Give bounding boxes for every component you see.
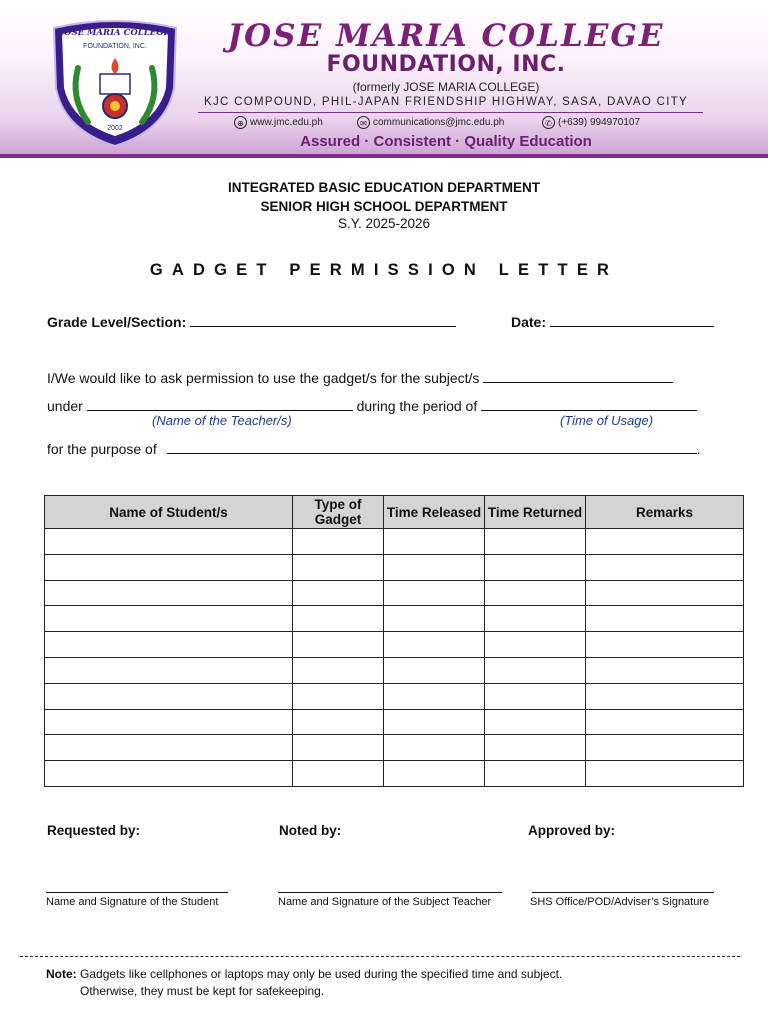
grade-section-blank[interactable] xyxy=(190,312,456,327)
table-row xyxy=(45,606,744,632)
teacher-hint: (Name of the Teacher/s) xyxy=(152,413,292,428)
table-cell[interactable] xyxy=(586,657,744,683)
table-cell[interactable] xyxy=(485,606,586,632)
table-cell[interactable] xyxy=(384,632,485,658)
table-cell[interactable] xyxy=(293,709,384,735)
page-title: GADGET PERMISSION LETTER xyxy=(149,261,619,279)
header-time-released: Time Released xyxy=(384,496,485,529)
purpose-line xyxy=(47,439,701,457)
table-row xyxy=(45,529,744,555)
table-row xyxy=(45,657,744,683)
note-line-2: Otherwise, they must be kept for safekeeping. xyxy=(80,984,325,998)
table-cell[interactable] xyxy=(293,683,384,709)
tagline: Assured · Consistent · Quality Education xyxy=(300,133,592,150)
subject-blank[interactable] xyxy=(483,368,673,383)
table-cell[interactable] xyxy=(384,606,485,632)
table-row xyxy=(45,632,744,658)
header-gadget-type: Type of Gadget xyxy=(293,496,384,529)
table-cell[interactable] xyxy=(384,554,485,580)
table-cell[interactable] xyxy=(45,657,293,683)
table-cell[interactable] xyxy=(586,632,744,658)
cut-line xyxy=(20,956,740,957)
letterhead xyxy=(0,0,768,158)
table-cell[interactable] xyxy=(384,580,485,606)
table-body xyxy=(45,529,744,787)
table-cell[interactable] xyxy=(293,554,384,580)
period-label: during the period of xyxy=(356,398,478,414)
table-cell[interactable] xyxy=(485,709,586,735)
note-block xyxy=(46,966,726,1000)
table-row xyxy=(45,554,744,580)
office-signature-caption: SHS Office/POD/Adviser’s Signature xyxy=(530,896,710,908)
table-cell[interactable] xyxy=(293,529,384,555)
phone-icon: ✆ xyxy=(542,116,555,129)
globe-icon: ⊕ xyxy=(234,116,247,129)
table-cell[interactable] xyxy=(45,709,293,735)
student-signature-caption: Name and Signature of the Student xyxy=(46,896,219,908)
phone-contact[interactable] xyxy=(542,116,640,129)
purpose-label: for the purpose of xyxy=(47,441,157,457)
school-year: S.Y. 2025-2026 xyxy=(337,216,431,231)
table-row xyxy=(45,735,744,761)
table-cell[interactable] xyxy=(586,580,744,606)
permission-statement: I/We would like to ask permission to use the gadget/s for the subject/s xyxy=(47,370,480,386)
table-cell[interactable] xyxy=(384,735,485,761)
logo-ring-text: JOSE MARIA COLLEGE xyxy=(60,28,170,38)
table-cell[interactable] xyxy=(293,657,384,683)
header-remarks: Remarks xyxy=(586,496,744,529)
purpose-blank[interactable] xyxy=(167,439,697,454)
note-label: Note: xyxy=(46,967,77,981)
table-cell[interactable] xyxy=(45,554,293,580)
address-rule xyxy=(198,112,703,113)
office-signature-line[interactable] xyxy=(532,892,714,893)
subject-line xyxy=(47,368,673,386)
gadget-table xyxy=(44,495,744,787)
table-cell[interactable] xyxy=(485,632,586,658)
table-row xyxy=(45,580,744,606)
table-cell[interactable] xyxy=(45,683,293,709)
requested-by-label: Requested by: xyxy=(47,823,141,838)
table-cell[interactable] xyxy=(293,632,384,658)
table-cell[interactable] xyxy=(485,529,586,555)
header-divider xyxy=(0,154,768,158)
under-label: under xyxy=(47,398,83,414)
table-cell[interactable] xyxy=(293,735,384,761)
department-line-2: SENIOR HIGH SCHOOL DEPARTMENT xyxy=(260,199,508,214)
mail-icon: ✉ xyxy=(357,116,370,129)
teacher-period-line xyxy=(47,396,697,414)
table-cell[interactable] xyxy=(586,606,744,632)
table-cell[interactable] xyxy=(485,683,586,709)
table-cell[interactable] xyxy=(45,632,293,658)
table-header-row xyxy=(45,496,744,529)
table-cell[interactable] xyxy=(586,554,744,580)
table-row xyxy=(45,683,744,709)
table-cell[interactable] xyxy=(45,529,293,555)
table-cell[interactable] xyxy=(384,761,485,787)
address-text: KJC COMPOUND, PHIL-JAPAN FRIENDSHIP HIGHWAY, SASA, DAVAO CITY xyxy=(204,96,688,108)
table-cell[interactable] xyxy=(293,580,384,606)
date-blank[interactable] xyxy=(550,312,714,327)
table-cell[interactable] xyxy=(45,761,293,787)
table-cell[interactable] xyxy=(586,735,744,761)
table-cell[interactable] xyxy=(384,709,485,735)
table-row xyxy=(45,761,744,787)
table-cell[interactable] xyxy=(45,735,293,761)
table-cell[interactable] xyxy=(586,761,744,787)
email-text: communications@jmc.edu.ph xyxy=(373,117,505,128)
date-field xyxy=(511,312,714,330)
department-line-1: INTEGRATED BASIC EDUCATION DEPARTMENT xyxy=(228,180,540,195)
table-cell[interactable] xyxy=(45,580,293,606)
logo-year: 2002 xyxy=(107,125,123,132)
table-cell[interactable] xyxy=(384,529,485,555)
student-signature-line[interactable] xyxy=(46,892,228,893)
table-cell[interactable] xyxy=(293,606,384,632)
approved-by-label: Approved by: xyxy=(528,823,616,838)
teacher-signature-line[interactable] xyxy=(278,892,502,893)
table-cell[interactable] xyxy=(485,580,586,606)
table-cell[interactable] xyxy=(485,761,586,787)
table-cell[interactable] xyxy=(384,683,485,709)
grade-section-field xyxy=(47,312,456,330)
table-cell[interactable] xyxy=(485,735,586,761)
logo-inner-text: FOUNDATION, INC. xyxy=(83,43,147,50)
table-cell[interactable] xyxy=(586,709,744,735)
header-time-returned: Time Returned xyxy=(485,496,586,529)
contact-row xyxy=(234,116,714,132)
table-cell[interactable] xyxy=(45,606,293,632)
teacher-signature-caption: Name and Signature of the Subject Teacher xyxy=(278,896,492,908)
table-cell[interactable] xyxy=(384,657,485,683)
table-row xyxy=(45,709,744,735)
header-student-name: Name of Student/s xyxy=(45,496,293,529)
purpose-period: . xyxy=(696,441,701,457)
time-hint: (Time of Usage) xyxy=(560,413,654,428)
date-label: Date: xyxy=(511,314,547,330)
website-text: www.jmc.edu.ph xyxy=(250,117,323,128)
grade-section-label: Grade Level/Section: xyxy=(47,314,187,330)
note-line-1: Gadgets like cellphones or laptops may only be used during the specified time and subject. xyxy=(76,967,563,981)
foundation-name: FOUNDATION, INC. xyxy=(326,52,566,77)
table-cell[interactable] xyxy=(586,683,744,709)
table-cell[interactable] xyxy=(293,761,384,787)
website-contact[interactable] xyxy=(234,116,323,129)
phone-text: (+639) 994970107 xyxy=(558,117,641,128)
email-contact[interactable] xyxy=(357,116,504,129)
table-cell[interactable] xyxy=(485,554,586,580)
college-name: JOSE MARIA COLLEGE xyxy=(227,18,665,54)
teacher-blank[interactable] xyxy=(87,396,353,411)
table-cell[interactable] xyxy=(485,657,586,683)
noted-by-label: Noted by: xyxy=(279,823,342,838)
table-cell[interactable] xyxy=(586,529,744,555)
time-blank[interactable] xyxy=(481,396,697,411)
formerly-text: (formerly JOSE MARIA COLLEGE) xyxy=(352,80,540,94)
